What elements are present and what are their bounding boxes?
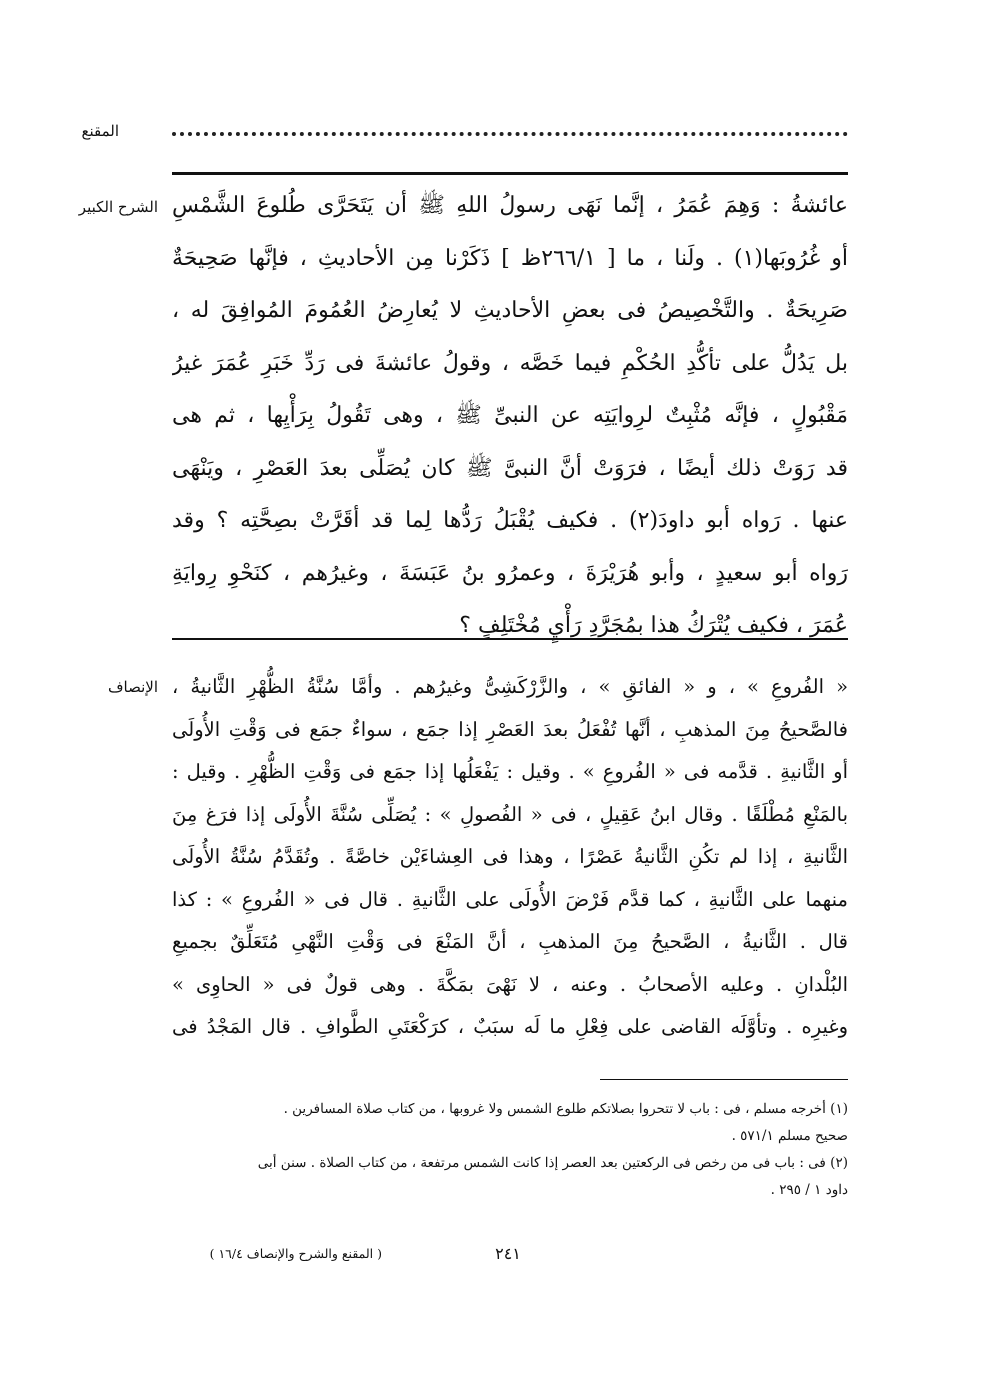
footnote-line: (١) أخرجه مسلم ، فى : باب لا تتحروا بصلاتكم طلوع الشمس ولا غروبها ، من كتاب صلاة المسافرين . [283, 1101, 848, 1117]
text-line: أو غُرُوبَها(١) . ولَنا ، ما [ ٢٦٦/١ظ ] ذَكَرْنا مِن الأحاديثِ ، فإنَّها صَحِيحَةٌ [172, 245, 848, 271]
running-title: ( المقنع والشرح والإنصاف ١٦/٤ ) [209, 1246, 382, 1261]
footnote-line: صحيح مسلم ٥٧١/١ . [731, 1128, 848, 1144]
header-rule [172, 172, 848, 175]
page-number: ٢٤١ [495, 1244, 521, 1263]
text-line: عُمَرَ ، فكيف يُتْرَكُ هذا بمُجَرَّدِ رَأْيٍ مُخْتَلِفٍ ؟ [459, 613, 848, 638]
text-line: قال . الثَّانيةُ ، الصَّحيحُ مِنَ المذهبِ ، أنَّ المَنْعَ فى وَقْتِ النَّهْىِ مُتَعَلِّقٌ بجميعِ [172, 930, 848, 953]
text-line: عنها . رَواه أبو داودَ(٢) . فكيف يُقْبَلُ رَدُّها لِما قد أقَرَّتْ بصِحَّتِه ؟ وقد [172, 508, 848, 533]
text-line: الثَّانيةِ ، إذا لم تكُنِ الثَّانيةُ عَصْرًا ، وهذا فى العِشاءَيْن خاصَّةً . وتُقَدَّمُ سُنَّةُ الأُولَى [172, 845, 848, 868]
header-label: المقنع [81, 122, 119, 140]
text-line: رَواه أبو سعيدٍ ، وأبو هُرَيْرَةَ ، وعمرُو بنُ عَبَسَةَ ، وغيرُهم ، كنَحْوِ رِوايَةِ [172, 560, 848, 586]
text-line: أو الثَّانيةِ . قدَّمه فى « الفُروعِ » . وقيل : يَفْعَلُها إذا جمَع فى وَقْتِ الظُّهْرِ . وقيل : [172, 760, 848, 783]
text-line: وغيرِه . وتأوَّلَه القاضى على فِعْلِ ما لَه سبَبٌ ، كرَكْعَتَىِ الطَّوافِ . قال المَجْدُ فى [172, 1015, 848, 1038]
sharh-text [172, 180, 848, 653]
section-divider [172, 638, 848, 640]
header-dotted-rule [172, 132, 848, 136]
text-line: منهما على الثَّانيةِ ، كما قدَّم فَرْضَ الأُولَى على الثَّانيةِ . قال فى « الفُروعِ » : كذا [172, 887, 848, 911]
insaf-section-label: الإنصاف [107, 678, 158, 696]
text-line: قد رَوَتْ ذلك أيضًا ، فرَوَتْ أنَّ النبىَّ ﷺ كان يُصَلِّى بعدَ العَصْرِ ، ويَنْهَى [172, 455, 848, 481]
text-line: البُلْدانِ . وعليه الأصحابُ . وعنه ، لا نَهْىَ بمَكَّةَ . وهى قولٌ فى « الحاوِى » [172, 972, 848, 996]
text-line: مَقْبُولٍ ، فإنَّه مُثْبِتٌ لرِوايَتِه عن النبىِّ ﷺ ، وهى تَقُولُ بِرَأْيِها ، ثم هى [172, 403, 848, 428]
footnote-rule [600, 1079, 848, 1080]
text-line: بل يَدُلُّ على تأكُّدِ الحُكْمِ فيما خَصَّه ، وقولُ عائشةَ فى رَدِّ خَبَرِ عُمَرَ غيرُ [172, 350, 848, 376]
text-line: بالمَنْعِ مُطْلَقًا . وقال ابنُ عَقِيلٍ ، فى « الفُصولِ » : يُصَلِّى سُنَّةَ الأُولَى إذا فرَغ مِنَ [172, 802, 848, 826]
footnote-line: (٢) فى : باب فى من رخص فى الركعتين بعد العصر إذا كانت الشمس مرتفعة ، من كتاب الصلاة . سنن أبى [257, 1155, 848, 1171]
text-line: فالصَّحيحُ مِنَ المذهبِ ، أنَّها تُفْعَلُ بعدَ العَصْرِ إذا جمَع ، سواءٌ جمَع فى وَقْتِ الأُولَى [172, 717, 848, 741]
insaf-text [172, 666, 848, 1049]
text-line: « الفُروعِ » ، و « الفائقِ » ، والزَّرْكَشِىُّ وغيرُهم . وأمَّا سُنَّةُ الظُّهْرِ الثَّانيةُ ، [172, 675, 848, 698]
footnotes [172, 1096, 848, 1204]
text-line: صَرِيحَةٌ . والتَّخْصِيصُ فى بعضِ الأحاديثِ لا يُعارِضُ العُمُومَ المُوافِقَ له ، [172, 298, 848, 323]
text-line: عائشةُ : وَهِمَ عُمَرُ ، إنَّما نَهَى رسولُ اللهِ ﷺ أن يَتَحَرَّى طُلوعَ الشَّمْسِ [172, 193, 848, 218]
footnote-line: داود ١ / ٢٩٥ . [770, 1182, 848, 1198]
sharh-section-label: الشرح الكبير [78, 198, 158, 216]
